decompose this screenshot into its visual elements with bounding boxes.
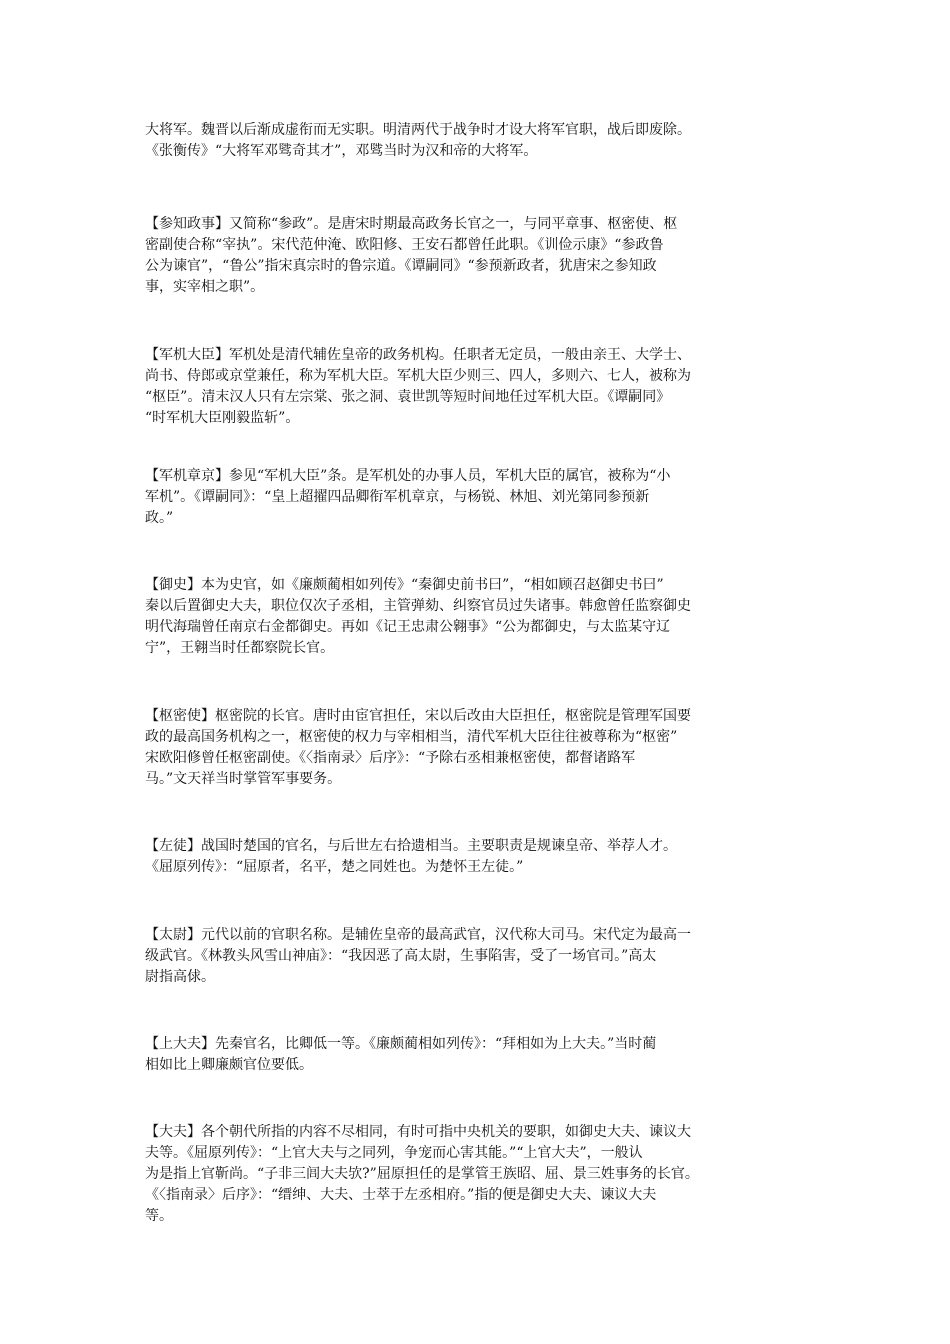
text-line: 《张衡传》“大将军邓骘奇其才”，邓骘当时为汉和帝的大将军。 xyxy=(145,143,538,159)
text-line: 明代海瑞曾任南京右金都御史。再如《记王忠肃公翱事》“公为都御史，与太监某守辽 xyxy=(145,619,671,635)
text-line: 宋欧阳修曾任枢密副使。《〈指南录〉后序》：“予除右丞相兼枢密使，都督诸路军 xyxy=(145,750,636,766)
entry-daifu xyxy=(145,1122,810,1227)
text-line: 政。” xyxy=(145,510,174,526)
text-line: 【上大夫】先秦官名，比卿低一等。《廉颇蔺相如列传》：“拜相如为上大夫。”当时蔺 xyxy=(145,1036,657,1052)
text-line: 《屈原列传》：“屈原者，名平，楚之同姓也。为楚怀王左徒。” xyxy=(145,859,524,875)
text-line: 秦以后置御史大夫，职位仅次子丞相，主管弹劾、纠察官员过失诸事。韩愈曾任监察御史 xyxy=(145,598,691,614)
entry-da-jiangjun-continued xyxy=(145,120,810,162)
text-line: 【参知政事】又简称“参政”。是唐宋时期最高政务长官之一，与同平章事、枢密使、枢 xyxy=(145,216,678,232)
text-line: 【大夫】各个朝代所指的内容不尽相同，有时可指中央机关的要职，如御史大夫、谏议大 xyxy=(145,1124,691,1140)
text-line: 【枢密使】枢密院的长官。唐时由宦官担任，宋以后改由大臣担任，枢密院是管理军国要 xyxy=(145,708,691,724)
text-line: “时军机大臣刚毅监斩”。 xyxy=(145,410,300,426)
text-line: 为是指上官靳尚。“子非三闾大夫欤?”屈原担任的是掌管王族昭、屈、景三姓事务的长官。 xyxy=(145,1166,699,1182)
entry-shumi-shi xyxy=(145,706,810,790)
text-line: 【太尉】元代以前的官职名称。是辅佐皇帝的最高武官，汉代称大司马。宋代定为最高一 xyxy=(145,927,691,943)
text-line: 宁”，王翱当时任都察院长官。 xyxy=(145,640,335,656)
entry-shang-daifu xyxy=(145,1034,810,1076)
text-line: 【御史】本为史官，如《廉颇蔺相如列传》“秦御史前书曰”，“相如顾召赵御史书曰” xyxy=(145,577,664,593)
text-line: 《〈指南录〉后序》：“缙绅、大夫、士萃于左丞相府。”指的便是御史大夫、谏议大夫 xyxy=(145,1187,657,1203)
text-line: 政的最高国务机构之一，枢密使的权力与宰相相当，清代军机大臣往往被尊称为“枢密” xyxy=(145,729,678,745)
text-line: 军机”。《谭嗣同》：“皇上超擢四品卿衔军机章京，与杨锐、林旭、刘光第同参预新 xyxy=(145,489,650,505)
entry-junji-zhangjing xyxy=(145,466,810,529)
text-line: 等。 xyxy=(145,1208,173,1224)
text-line: 马。”文天祥当时掌管军事要务。 xyxy=(145,771,342,787)
text-line: 公为谏官”，“鲁公”指宋真宗时的鲁宗道。《谭嗣同》“参预新政者，犹唐宋之参知政 xyxy=(145,258,657,274)
text-line: 尉指高俅。 xyxy=(145,969,215,985)
entry-zuotu xyxy=(145,836,810,878)
text-line: 事，实宰相之职”。 xyxy=(145,279,265,295)
text-line: 夫等。《屈原列传》：“上官大夫与之同列，争宠而心害其能。”“上官大夫”，一般认 xyxy=(145,1145,643,1161)
text-line: 【左徒】战国时楚国的官名，与后世左右拾遗相当。主要职责是规谏皇帝、举荐人才。 xyxy=(145,838,677,854)
text-line: 密副使合称“宰执”。宋代范仲淹、欧阳修、王安石都曾任此职。《训俭示康》“参政鲁 xyxy=(145,237,664,253)
entry-junji-dachen xyxy=(145,345,810,429)
text-line: 大将军。魏晋以后渐成虚衔而无实职。明清两代于战争时才设大将军官职，战后即废除。 xyxy=(145,122,691,138)
text-line: 【军机大臣】军机处是清代辅佐皇帝的政务机构。任职者无定员，一般由亲王、大学士、 xyxy=(145,347,691,363)
text-line: “枢臣”。清末汉人只有左宗棠、张之洞、袁世凯等短时间地任过军机大臣。《谭嗣同》 xyxy=(145,389,671,405)
text-line: 尚书、侍郎或京堂兼任，称为军机大臣。军机大臣少则三、四人，多则六、七人，被称为 xyxy=(145,368,691,384)
entry-taiwei xyxy=(145,925,810,988)
entry-canzhi-zhengshi xyxy=(145,214,810,298)
text-line: 相如比上卿廉颇官位要低。 xyxy=(145,1057,313,1073)
text-line: 级武官。《林教头风雪山神庙》：“我因恶了高太尉，生事陷害，受了一场官司。”高太 xyxy=(145,948,657,964)
entry-yushi xyxy=(145,575,810,659)
text-line: 【军机章京】参见“军机大臣”条。是军机处的办事人员，军机大臣的属官，被称为“小 xyxy=(145,468,671,484)
